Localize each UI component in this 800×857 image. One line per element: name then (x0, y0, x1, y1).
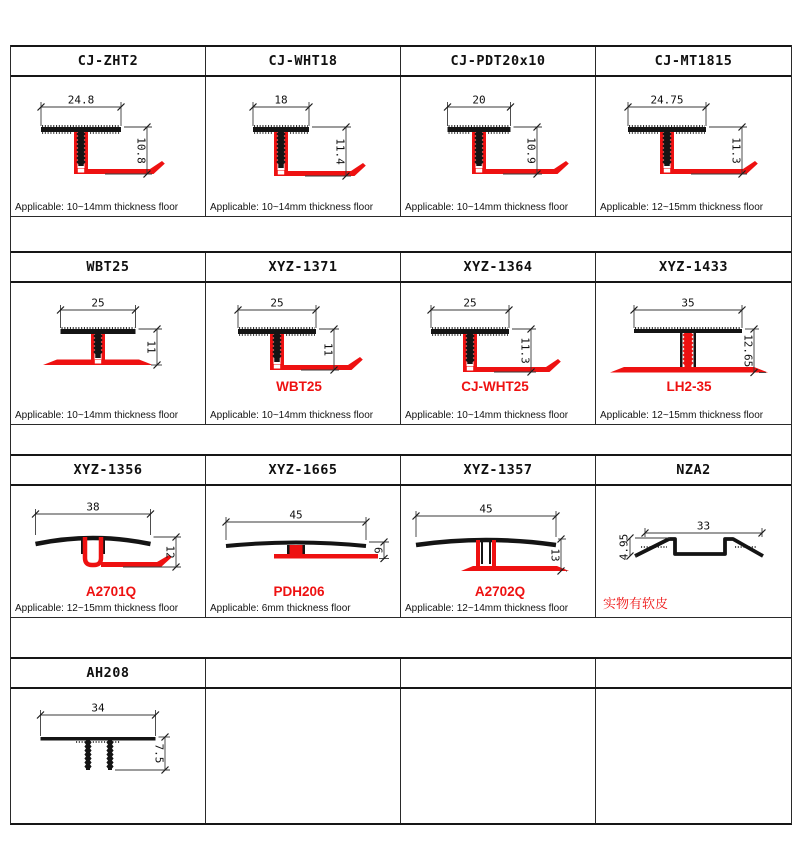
height-dim-text: 11 (321, 342, 335, 357)
profile-drawing (596, 77, 791, 216)
profile-drawing (11, 689, 206, 823)
product-code: NZA2 (676, 462, 711, 478)
product-cell (401, 486, 596, 617)
product-cell (206, 486, 401, 617)
product-cell (401, 77, 596, 216)
applicable-text: Applicable: 10~14mm thickness floor (210, 202, 374, 213)
product-cell (11, 689, 206, 823)
height-dim-text: 10.9 (524, 137, 538, 164)
height-dim-text: 11.4 (333, 138, 347, 165)
profile-drawing (596, 283, 791, 424)
width-dim-text: 25 (463, 296, 477, 310)
product-alias-label: A2702Q (474, 584, 526, 599)
band-1-body-row (11, 77, 791, 217)
applicable-text: Applicable: 12~15mm thickness floor (600, 202, 764, 213)
profile-drawing (401, 283, 596, 424)
product-cell (401, 689, 596, 823)
width-dim-text: 24.75 (650, 93, 684, 107)
height-dim-text: 11.3 (518, 337, 532, 364)
product-alias-label: PDH206 (273, 584, 325, 599)
product-code: XYZ-1356 (11, 456, 206, 484)
height-dim-text: 11.3 (729, 137, 743, 164)
width-dim-text: 18 (274, 93, 288, 107)
product-code: XYZ-1665 (206, 456, 401, 484)
width-dim-text: 45 (479, 502, 493, 516)
product-cell (401, 283, 596, 424)
applicable-text: Applicable: 10~14mm thickness floor (15, 202, 179, 213)
band-4-header-row (11, 659, 791, 689)
width-dimension (631, 297, 746, 329)
band-spacer (11, 425, 791, 454)
product-code: CJ-WHT18 (206, 47, 401, 75)
applicable-text: Applicable: 10~14mm thickness floor (15, 410, 179, 421)
applicable-text: Applicable: 10~14mm thickness floor (405, 410, 569, 421)
band-spacer (11, 217, 791, 251)
band-3-body-row (11, 486, 791, 618)
product-code: XYZ-1433 (658, 259, 729, 275)
width-dim-text: 45 (289, 508, 303, 522)
product-cell (596, 283, 791, 424)
product-code (206, 659, 401, 687)
catalog-table (10, 45, 792, 825)
product-code: XYZ-1364 (401, 253, 596, 281)
width-dimension (444, 94, 514, 127)
height-dim-text: 7.5 (152, 743, 166, 764)
width-dimension (250, 94, 313, 127)
product-code: XYZ-1371 (206, 253, 401, 281)
width-dimension (642, 520, 766, 538)
product-cell (11, 77, 206, 216)
height-dim-text: 12.65 (741, 334, 755, 368)
applicable-text: Applicable: 12~15mm thickness floor (15, 603, 179, 614)
product-cell (11, 283, 206, 424)
product-cell (596, 77, 791, 216)
product-cell (206, 283, 401, 424)
band-4 (11, 657, 791, 823)
width-dimension (38, 94, 125, 127)
width-dimension (428, 297, 513, 329)
product-cell (596, 486, 791, 617)
applicable-text: Applicable: 10~14mm thickness floor (210, 410, 374, 421)
width-dimension (625, 94, 710, 127)
product-note: 实物有软皮 (603, 596, 669, 611)
height-dim-text: 10.8 (134, 137, 148, 164)
width-dim-text: 35 (681, 296, 695, 310)
product-cell (596, 689, 791, 823)
applicable-text: Applicable: 12~15mm thickness floor (600, 410, 764, 421)
band-3-header-row (11, 456, 791, 486)
height-dim-text: 4.95 (617, 533, 631, 561)
band-3 (11, 454, 791, 657)
product-code: AH208 (11, 659, 206, 687)
applicable-text: Applicable: 6mm thickness floor (210, 603, 351, 614)
product-cell (11, 486, 206, 617)
band-1-header-row (11, 47, 791, 77)
applicable-text: Applicable: 10~14mm thickness floor (405, 202, 569, 213)
width-dimension (223, 509, 370, 541)
width-dim-text: 25 (270, 296, 284, 310)
band-2-header-row (11, 253, 791, 283)
product-code: CJ-PDT20x10 (401, 47, 596, 75)
height-dim-text: 12 (163, 545, 177, 559)
product-cell (206, 689, 401, 823)
width-dimension (413, 503, 560, 538)
product-code: WBT25 (11, 253, 206, 281)
band-spacer (11, 618, 791, 657)
band-4-body-row (11, 689, 791, 823)
applicable-text: Applicable: 12~14mm thickness floor (405, 603, 569, 614)
height-dim-text: 11 (144, 340, 158, 354)
width-dim-text: 38 (86, 500, 100, 514)
product-alias-label: LH2-35 (666, 379, 712, 394)
band-2 (11, 251, 791, 454)
profile-drawing (11, 283, 206, 424)
product-code: XYZ-1357 (401, 456, 596, 484)
band-2-body-row (11, 283, 791, 425)
width-dim-text: 25 (91, 296, 105, 310)
profile-drawing (206, 283, 401, 424)
profile-drawing (11, 77, 206, 216)
width-dim-text: 33 (696, 519, 711, 533)
width-dim-text: 20 (472, 93, 486, 107)
width-dimension (32, 501, 154, 536)
product-code (596, 659, 791, 687)
product-code: CJ-MT1815 (654, 53, 733, 69)
width-dimension (37, 702, 159, 737)
width-dimension (57, 297, 139, 329)
height-dimension (618, 534, 671, 561)
width-dim-text: 24.8 (67, 93, 95, 107)
width-dimension (235, 297, 320, 329)
product-code (401, 659, 596, 687)
product-alias-label: CJ-WHT25 (461, 379, 529, 394)
product-alias-label: A2701Q (85, 584, 137, 599)
height-dim-text: 6 (371, 546, 385, 554)
product-code: CJ-ZHT2 (11, 47, 206, 75)
profile-drawing (206, 77, 401, 216)
band-1 (11, 45, 791, 251)
width-dim-text: 34 (91, 701, 105, 715)
height-dim-text: 13 (548, 548, 562, 562)
product-cell (206, 77, 401, 216)
product-alias-label: WBT25 (276, 379, 322, 394)
profile-drawing (401, 77, 596, 216)
